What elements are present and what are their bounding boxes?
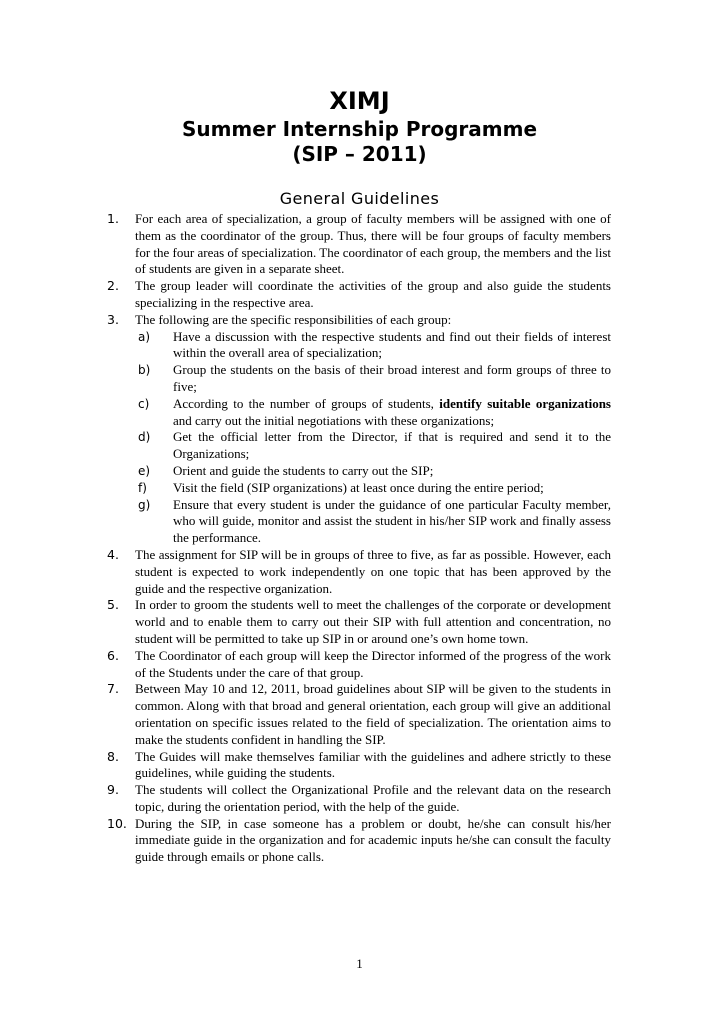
responsibilities-list — [135, 329, 611, 547]
item-number: 2. — [107, 278, 119, 294]
list-item — [0, 312, 611, 547]
item-number: 1. — [107, 211, 119, 226]
item-number: 9. — [107, 782, 119, 798]
sub-item-text: Have a discussion with the respective students and find out their fields of interest within the overall area of specialization; — [173, 328, 611, 361]
item-number: 5. — [107, 597, 119, 613]
item-text: The Guides will make themselves familiar with the guidelines and adhere strictly to these guidelines, while guiding the students. — [135, 748, 611, 781]
sub-list-item — [138, 479, 611, 497]
programme-code: (SIP – 2011) — [292, 142, 427, 166]
item-text: For each area of specialization, a group of faculty members will be assigned with one of them as the coordinator of the group. Thus, there will be four groups of faculty members for the four areas of specialization. The coordinator of each group, the members and the list of students are given in a separate sheet. — [135, 211, 611, 277]
sub-item-letter: b) — [138, 363, 151, 378]
sub-item-text-before: According to the number of groups of students, — [173, 395, 440, 411]
list-item — [0, 278, 611, 312]
sub-item-text-bold: identify suitable organizations — [439, 395, 611, 411]
list-item — [0, 597, 611, 647]
list-item — [0, 547, 611, 597]
sub-item-text: Ensure that every student is under the guidance of one particular Faculty member, who will guide, monitor and assist the student in his/her SIP work and finally assess the performance. — [173, 496, 611, 546]
list-item — [0, 648, 611, 682]
list-item — [0, 816, 611, 866]
item-text: Between May 10 and 12, 2011, broad guidelines about SIP will be given to the students in common. Along with that broad and general orientation, each group will give an additional orientation on specific issues related to the field of specialization. The orientation aims to make the students confident in handling the SIP. — [135, 681, 611, 747]
sub-item-letter: d) — [138, 430, 151, 445]
item-number: 3. — [107, 311, 119, 327]
item-number: 8. — [107, 748, 119, 764]
list-item — [0, 782, 611, 816]
list-item — [0, 681, 611, 748]
list-item — [0, 211, 611, 278]
sub-item-letter: f) — [138, 480, 147, 495]
org-title: XIMJ — [329, 87, 390, 115]
sub-item-letter: a) — [138, 329, 151, 344]
page-number: 1 — [356, 956, 363, 971]
sub-list-item — [138, 496, 611, 547]
item-number: 6. — [107, 647, 119, 663]
item-number: 10. — [107, 815, 127, 831]
sub-list-item — [138, 429, 611, 463]
sub-item-text: Get the official letter from the Director, if that is required and send it to the Organizations; — [173, 429, 611, 462]
item-number: 4. — [107, 546, 119, 562]
item-text: The group leader will coordinate the activities of the group and also guide the students specializing in the respective area. — [135, 278, 611, 310]
programme-title: Summer Internship Programme — [181, 117, 538, 141]
item-text: The Coordinator of each group will keep the Director informed of the progress of the work of the Students under the care of that group. — [135, 647, 611, 680]
item-text: During the SIP, in case someone has a problem or doubt, he/she can consult his/her immediate guide in the organization and for academic inputs he/she can consult the faculty guide through emails or phone calls. — [135, 815, 611, 865]
sub-list-item — [138, 462, 611, 480]
sub-item-text-after: and carry out the initial negotiations with these organizations; — [173, 412, 495, 428]
sub-item-text: Group the students on the basis of their broad interest and form groups of three to five; — [173, 362, 611, 394]
sub-item-letter: c) — [138, 396, 150, 411]
sub-list-item — [138, 328, 611, 363]
guidelines-list — [0, 211, 719, 866]
sub-list-item — [138, 395, 611, 430]
sub-item-letter: e) — [138, 463, 151, 478]
item-number: 7. — [107, 681, 119, 697]
item-text: In order to groom the students well to meet the challenges of the corporate or development world and to enable them to carry out their SIP with full attention and concentration, no student will be permitted to take up SIP in or around one’s own home town. — [135, 597, 611, 646]
item-text: The students will collect the Organizational Profile and the relevant data on the research topic, during the orientation period, with the help of the guide. — [135, 782, 611, 814]
item-text: The assignment for SIP will be in groups of three to five, as far as possible. However, each student is expected to work independently on one topic that has been approved by the guide and the respective organization. — [135, 546, 611, 596]
sub-list-item — [138, 362, 611, 396]
section-title: General Guidelines — [279, 189, 440, 208]
list-item — [0, 749, 611, 783]
item-text: The following are the specific responsibilities of each group: — [135, 311, 452, 327]
sub-item-letter: g) — [138, 497, 151, 512]
sub-item-text: Orient and guide the students to carry out the SIP; — [173, 462, 434, 478]
sub-item-text: Visit the field (SIP organizations) at least once during the entire period; — [173, 479, 544, 495]
